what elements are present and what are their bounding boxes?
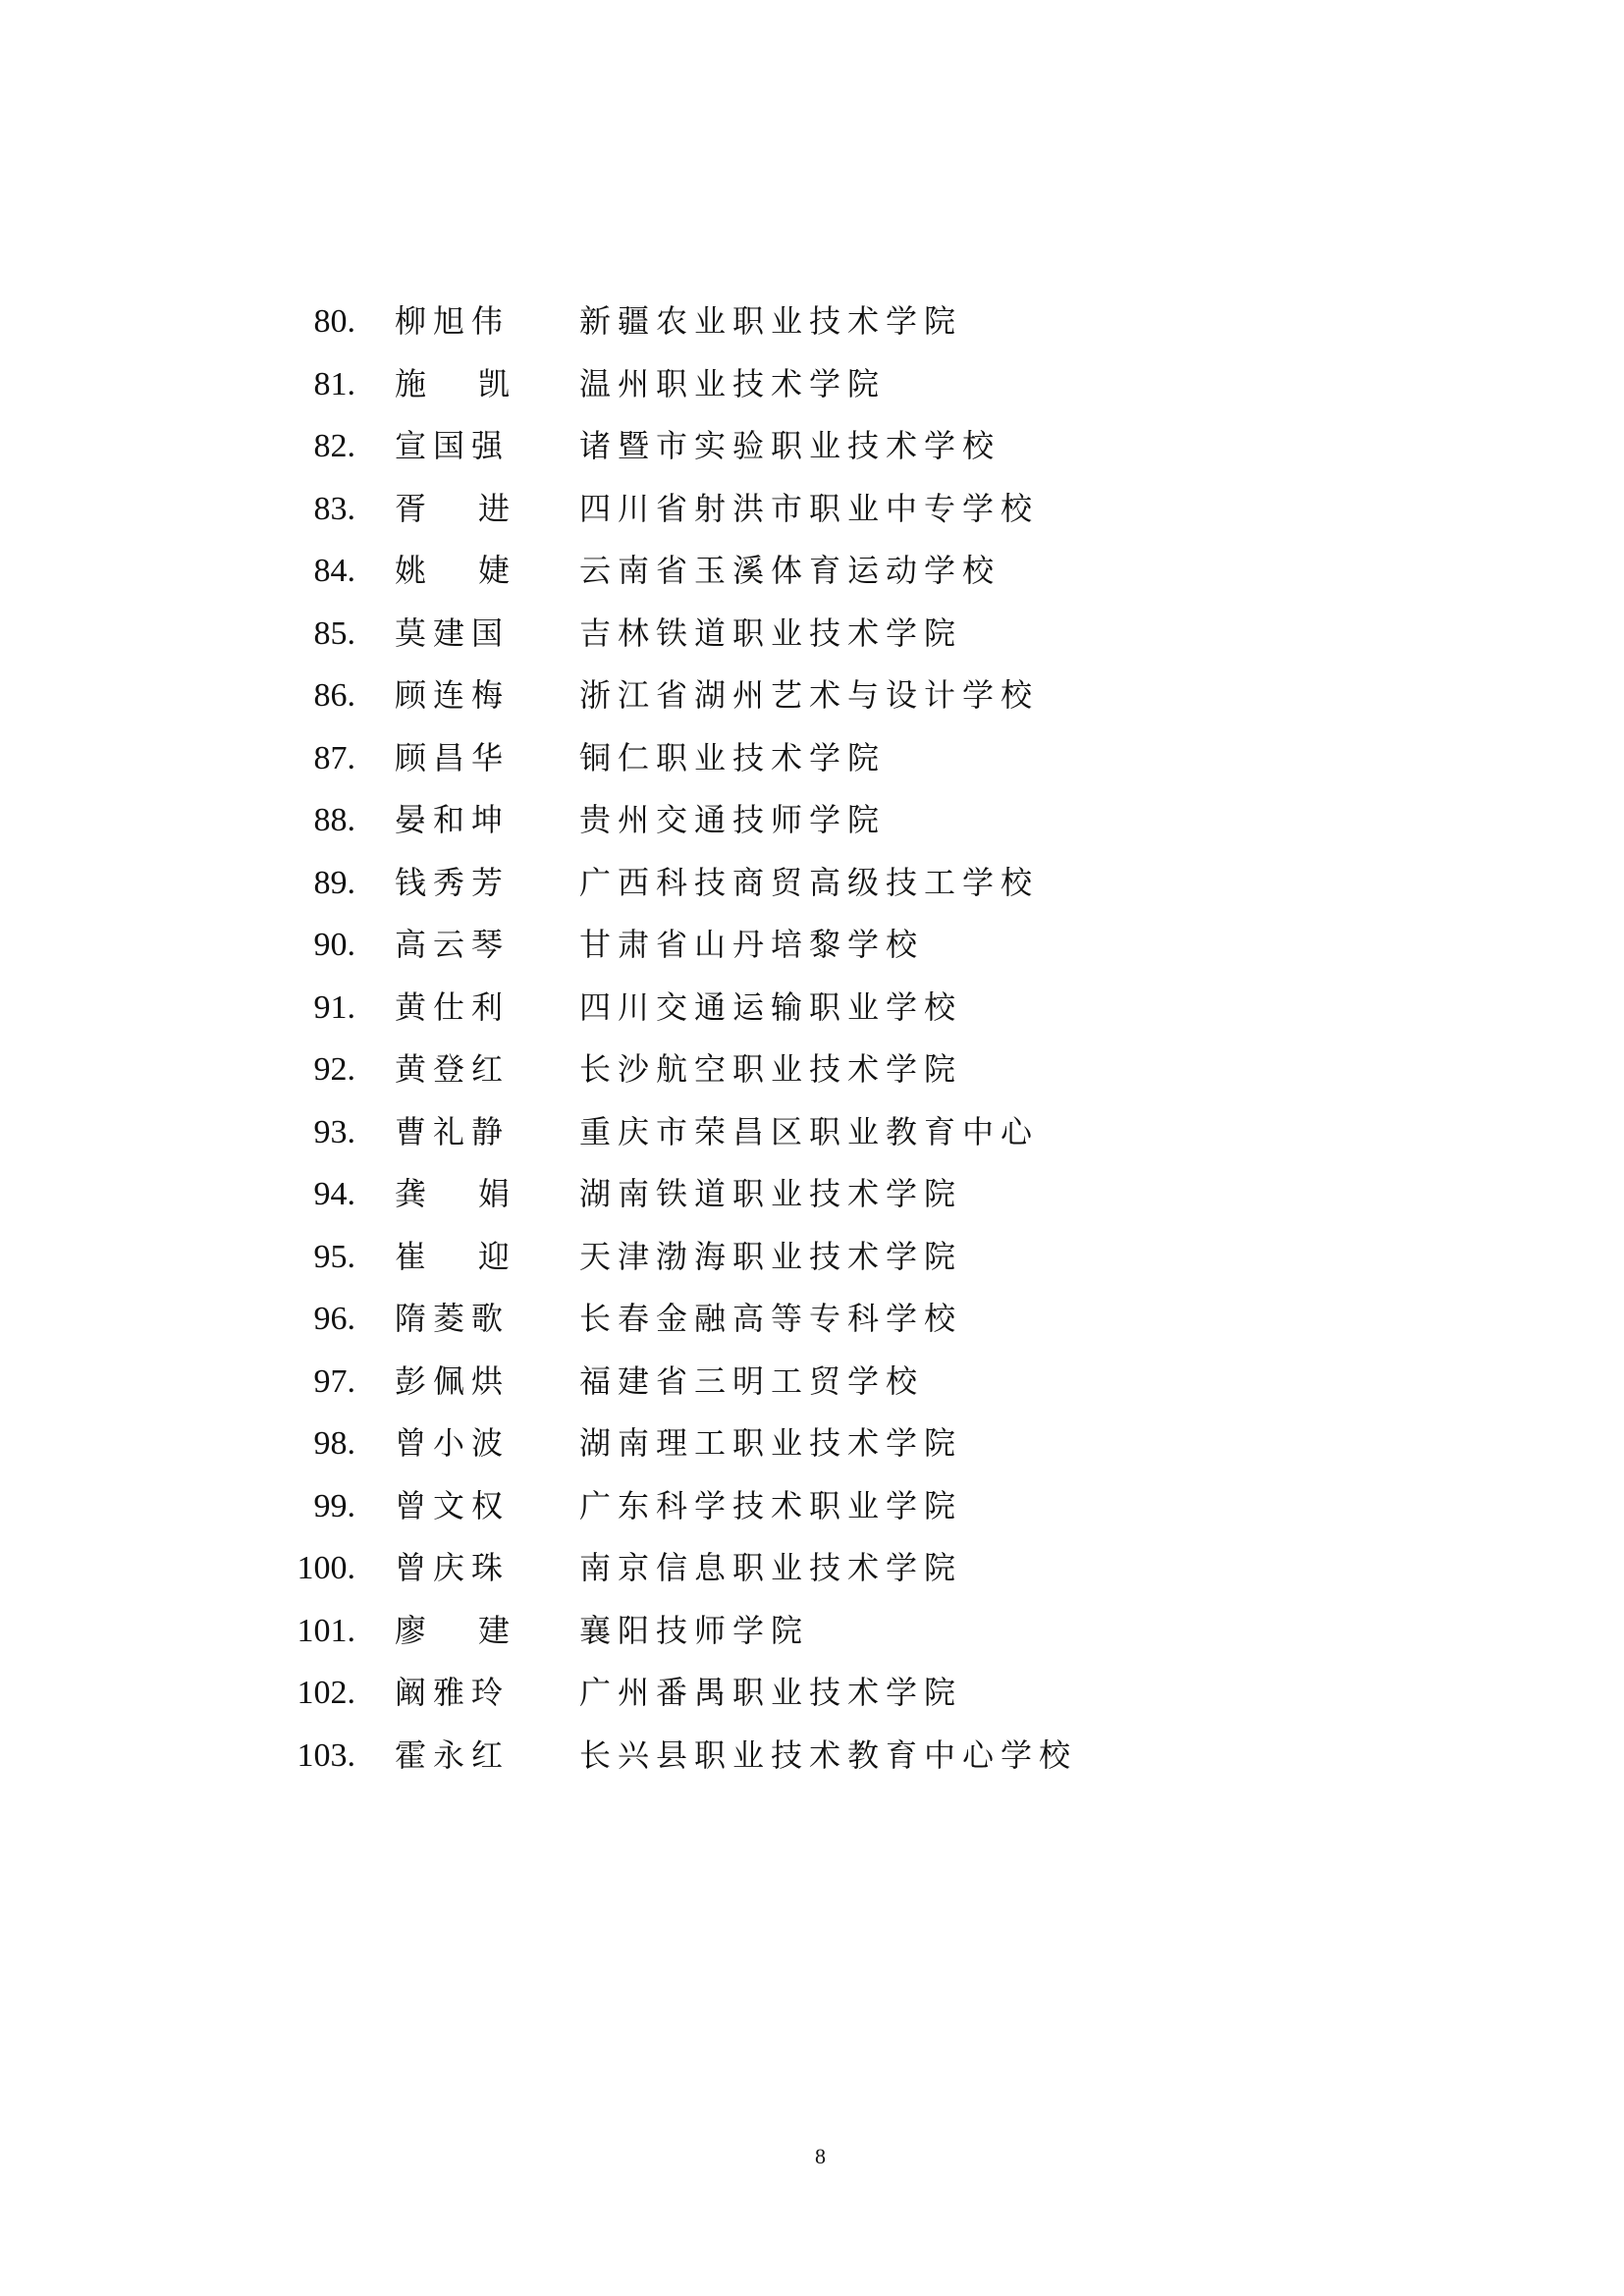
school-name: 云南省玉溪体育运动学校 [579,552,1001,589]
school-name: 襄阳技师学院 [579,1611,810,1649]
name-char: 迎 [477,1237,510,1275]
person-name [395,478,510,540]
person-name: 柳旭伟 [395,302,511,340]
list-item [0,1600,1178,1662]
name-char: 娟 [477,1175,510,1212]
item-number: 97. [313,1362,355,1400]
list-item [0,727,1178,789]
school-name: 重庆市荣昌区职业教育中心 [579,1112,1040,1150]
name-char: 婕 [477,552,510,589]
school-name: 广州番禺职业技术学院 [579,1674,963,1711]
list-item [0,665,1178,726]
item-number: 90. [313,927,355,963]
person-name [395,353,510,415]
item-number: 91. [313,988,355,1026]
person-name: 曾庆珠 [395,1549,511,1586]
list-item [0,1475,1178,1537]
list-item [0,1351,1178,1413]
list-item [0,789,1178,851]
person-name: 霍永红 [395,1735,511,1774]
item-number: 87. [313,739,355,776]
person-name: 曹礼静 [395,1112,511,1150]
name-char: 凯 [477,364,510,402]
page-number: 8 [815,2144,826,2168]
item-number: 88. [313,802,355,838]
list-item [0,1226,1178,1288]
person-name: 晏和坤 [395,801,511,838]
list-item [0,914,1178,976]
list-item [0,1101,1178,1163]
person-name: 顾连梅 [395,676,511,714]
person-name: 宣国强 [395,427,511,464]
item-number: 94. [313,1176,355,1212]
item-number: 103. [297,1736,355,1774]
list-item [0,977,1178,1039]
person-name: 高云琴 [395,926,511,963]
person-name [395,1163,510,1225]
list-item [0,1662,1178,1724]
school-name: 吉林铁道职业技术学院 [579,614,963,652]
item-number: 98. [313,1425,355,1462]
person-name: 钱秀芳 [395,863,511,901]
person-name [395,540,510,602]
person-name: 曾小波 [395,1424,511,1462]
school-name: 长兴县职业技术教育中心学校 [579,1735,1078,1774]
name-char: 崔 [395,1237,427,1275]
list-item [0,1537,1178,1599]
list-item [0,1413,1178,1474]
item-number: 99. [313,1487,355,1524]
list-item [0,852,1178,914]
person-name [395,1600,510,1662]
item-number: 95. [313,1238,355,1275]
item-number: 85. [313,614,355,652]
person-name: 曾文权 [395,1486,511,1524]
school-name: 诸暨市实验职业技术学校 [579,427,1001,464]
item-number: 82. [313,428,355,464]
school-name: 湖南铁道职业技术学院 [579,1175,963,1212]
school-name: 湖南理工职业技术学院 [579,1424,963,1462]
list-item [0,478,1178,540]
list-item [0,291,1178,352]
list-item [0,353,1178,415]
school-name: 福建省三明工贸学校 [579,1362,925,1400]
name-char: 施 [395,364,427,402]
school-name: 铜仁职业技术学院 [579,738,887,776]
school-name: 四川省射洪市职业中专学校 [579,489,1040,527]
person-name: 阚雅玲 [395,1674,511,1711]
person-name: 莫建国 [395,614,511,652]
item-number: 93. [313,1113,355,1150]
person-name: 黄仕利 [395,988,511,1026]
list-item [0,415,1178,477]
list-item [0,1725,1178,1787]
school-name: 长春金融高等专科学校 [579,1300,963,1337]
name-char: 进 [477,489,510,527]
school-name: 广东科学技术职业学院 [579,1486,963,1524]
item-number: 80. [313,303,355,340]
person-name: 顾昌华 [395,738,511,776]
item-number: 84. [313,553,355,589]
item-number: 102. [297,1675,355,1711]
school-name: 南京信息职业技术学院 [579,1549,963,1586]
person-name: 彭佩烘 [395,1362,511,1400]
item-number: 86. [313,677,355,714]
school-name: 新疆农业职业技术学院 [579,302,963,340]
school-name: 贵州交通技师学院 [579,801,887,838]
name-char: 建 [477,1611,510,1649]
school-name: 浙江省湖州艺术与设计学校 [579,676,1040,714]
school-name: 广西科技商贸高级技工学校 [579,863,1040,901]
item-number: 96. [313,1301,355,1337]
person-name [395,1226,510,1288]
item-number: 89. [313,864,355,901]
person-name: 黄登红 [395,1050,511,1088]
name-char: 廖 [395,1611,427,1649]
person-name: 隋菱歌 [395,1300,511,1337]
list-item [0,1163,1178,1225]
name-char: 胥 [395,489,427,527]
item-number: 83. [313,490,355,527]
list-item [0,540,1178,602]
item-number: 81. [313,365,355,402]
name-char: 姚 [395,552,427,589]
school-name: 温州职业技术学院 [579,364,887,402]
list-item [0,1288,1178,1350]
list-item [0,1039,1178,1100]
school-name: 甘肃省山丹培黎学校 [579,926,925,963]
school-name: 四川交通运输职业学校 [579,988,963,1026]
school-name: 天津渤海职业技术学院 [579,1237,963,1275]
name-char: 龚 [395,1175,427,1212]
item-number: 101. [297,1612,355,1649]
list-item [0,603,1178,665]
item-number: 100. [297,1550,355,1586]
school-name: 长沙航空职业技术学院 [579,1050,963,1088]
item-number: 92. [313,1051,355,1088]
